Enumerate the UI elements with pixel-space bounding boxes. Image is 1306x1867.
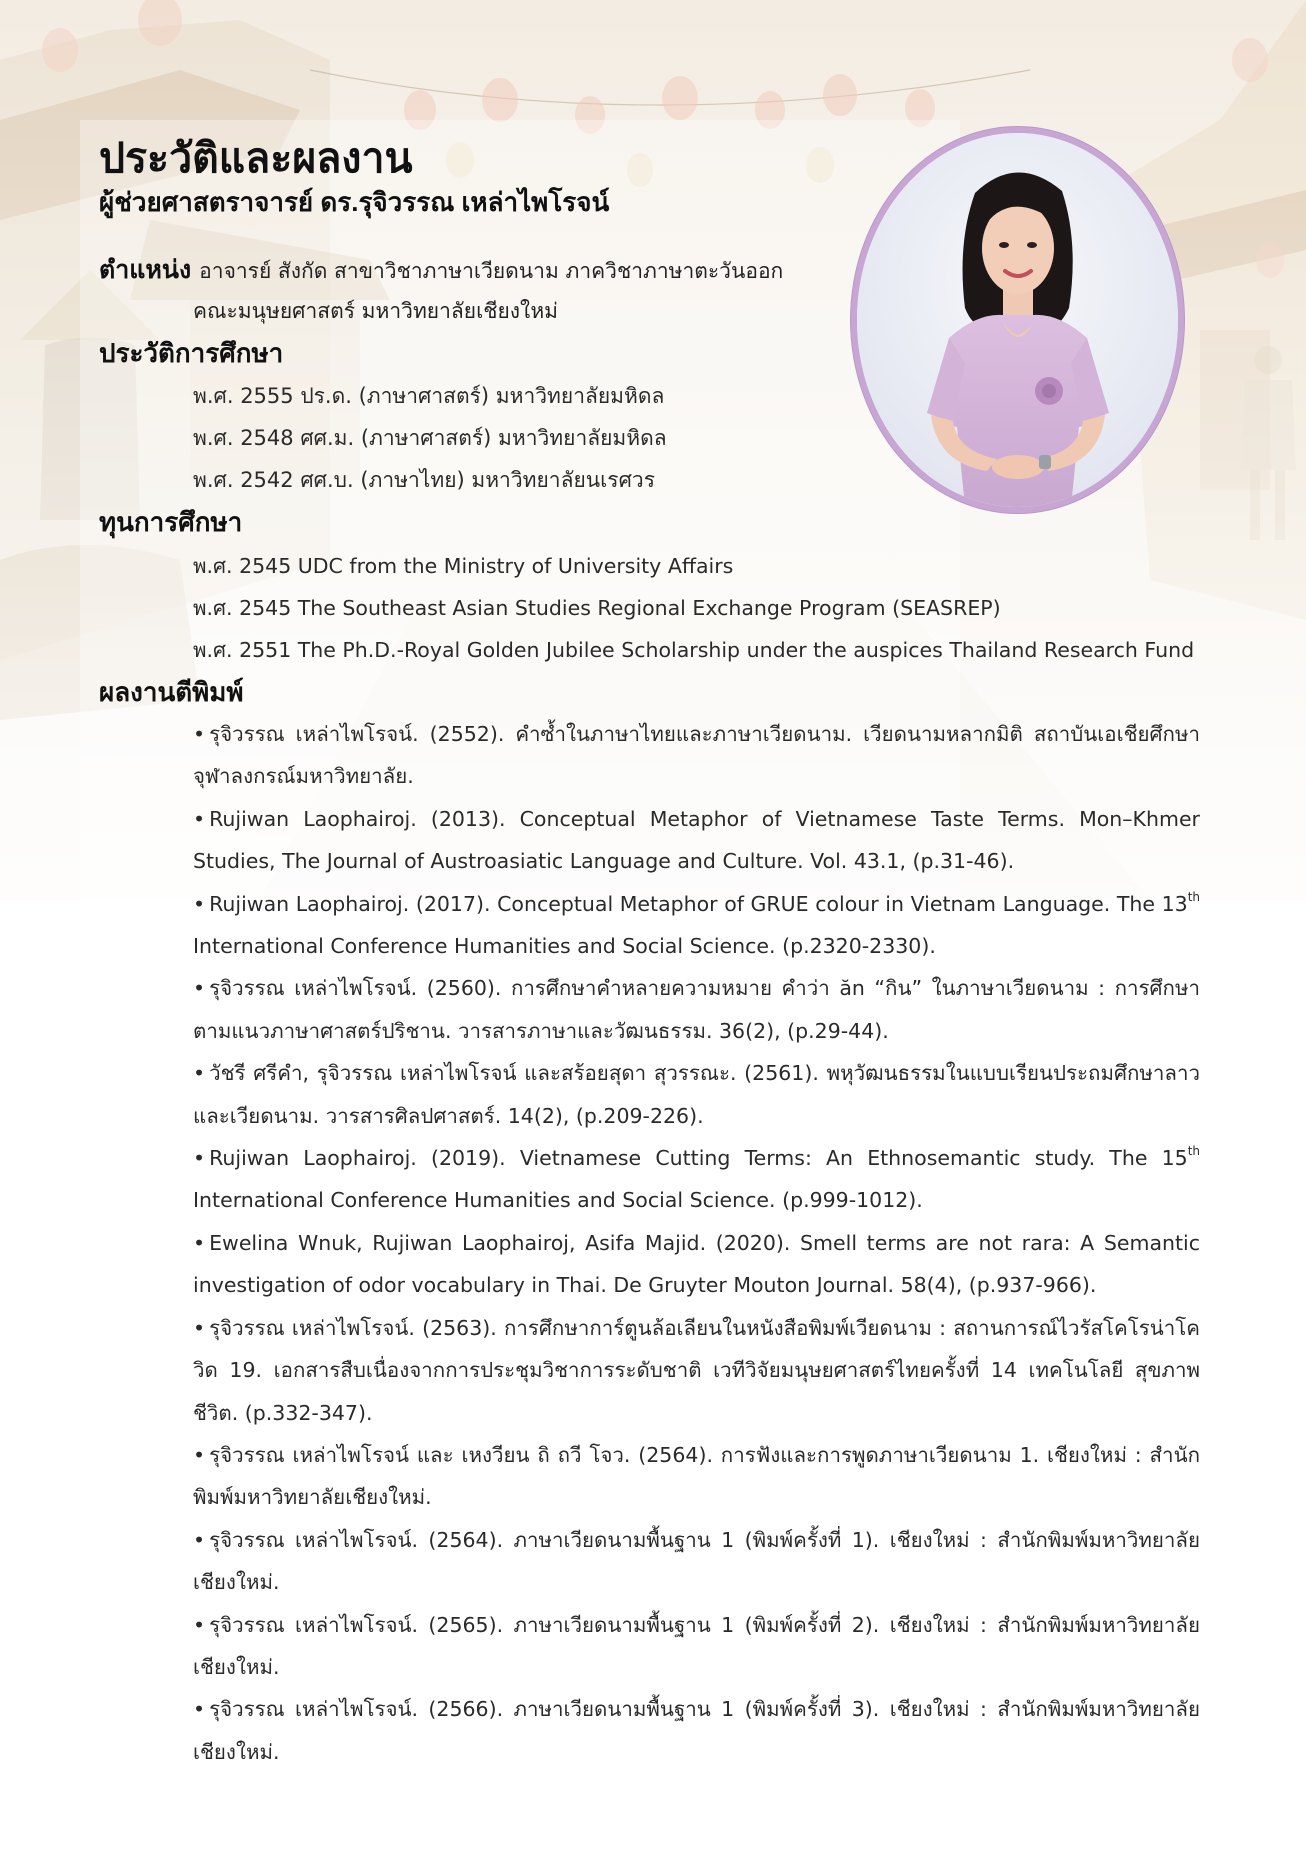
scholarship-item: พ.ศ. 2551 The Ph.D.-Royal Golden Jubilee Scholarship under the auspices Thailand Research Fund: [193, 638, 1195, 662]
publication-text-cont: International Conference Humanities and Social Science. (p.999-1012).: [193, 1188, 923, 1213]
publication-text-cont: International Conference Humanities and Social Science. (p.2320-2330).: [193, 934, 936, 959]
bullet: •: [193, 1315, 206, 1340]
bullet: •: [193, 1230, 206, 1255]
bullet: •: [193, 1612, 206, 1637]
publication-text: รุจิวรรณ เหล่าไพโรจน์. (2563). การศึกษาการ์ตูนล้อเลียนในหนังสือพิมพ์เวียดนาม : สถานการณ์ไวรัสโคโรน่าโควิด 19. เอกสารสืบเนื่องจากการประชุมวิชาการระดับชาติ เวทีวิจัยมนุษยศาสตร์ไทยครั้งที่ 14 เทคโนโลยี สุขภาพ ชีวิต. (p.332-347).: [193, 1315, 1200, 1425]
publication-item: [193, 1604, 1200, 1689]
ordinal-suffix: th: [1187, 889, 1200, 904]
publication-item: [193, 883, 1200, 968]
publication-item: [193, 967, 1200, 1052]
education-item: พ.ศ. 2555 ปร.ด. (ภาษาศาสตร์) มหาวิทยาลัยมหิดล: [193, 384, 665, 408]
bullet: •: [193, 1146, 206, 1171]
publications-list: [193, 713, 1200, 1773]
bullet: •: [193, 1527, 206, 1552]
publication-item: [193, 713, 1200, 798]
publication-item: [193, 1519, 1200, 1604]
bullet: •: [193, 722, 206, 746]
publication-item: [193, 1688, 1200, 1773]
ordinal-suffix: th: [1187, 1144, 1200, 1159]
bullet: •: [193, 976, 206, 1001]
publication-text: รุจิวรรณ เหล่าไพโรจน์. (2564). ภาษาเวียดนามพื้นฐาน 1 (พิมพ์ครั้งที่ 1). เชียงใหม่ : สำนักพิมพ์มหาวิทยาลัยเชียงใหม่.: [193, 1527, 1200, 1595]
education-heading: ประวัติการศึกษา: [99, 338, 284, 368]
bullet: •: [193, 1442, 206, 1467]
scholarship-item: พ.ศ. 2545 The Southeast Asian Studies Regional Exchange Program (SEASREP): [193, 596, 1001, 620]
publication-text: รุจิวรรณ เหล่าไพโรจน์. (2552). คำซ้ำในภาษาไทยและภาษาเวียดนาม. เวียดนามหลากมิติ สถาบันเอเชียศึกษา จุฬาลงกรณ์มหาวิทยาลัย.: [193, 722, 1200, 789]
publication-item: [193, 1137, 1200, 1222]
publication-item: [193, 1052, 1200, 1137]
bullet: •: [193, 1697, 206, 1722]
bullet: •: [193, 1061, 206, 1086]
education-item: พ.ศ. 2542 ศศ.บ. (ภาษาไทย) มหาวิทยาลัยนเรศวร: [193, 468, 655, 492]
publication-text: วัชรี ศรีคำ, รุจิวรรณ เหล่าไพโรจน์ และสร้อยสุดา สุวรรณะ. (2561). พหุวัฒนธรรมในแบบเรียนประถมศึกษาลาวและเวียดนาม. วารสารศิลปศาสตร์. 14(2), (p.209-226).: [193, 1061, 1200, 1128]
publication-text: รุจิวรรณ เหล่าไพโรจน์. (2565). ภาษาเวียดนามพื้นฐาน 1 (พิมพ์ครั้งที่ 2). เชียงใหม่ : สำนักพิมพ์มหาวิทยาลัยเชียงใหม่.: [193, 1612, 1200, 1679]
position-label: ตำแหน่ง: [99, 256, 192, 284]
publication-text: Ewelina Wnuk, Rujiwan Laophairoj, Asifa Majid. (2020). Smell terms are not rara: A Semantic investigation of odor vocabulary in Thai. De Gruyter Mouton Journal. 58(4), (p.937-966).: [193, 1230, 1200, 1298]
profile-photo: [857, 133, 1178, 507]
publication-text: Rujiwan Laophairoj. (2019). Vietnamese Cutting Terms: An Ethnosemantic study. The 15: [209, 1146, 1188, 1171]
publication-text: รุจิวรรณ เหล่าไพโรจน์. (2560). การศึกษาคำหลายความหมาย คำว่า ăn “กิน” ในภาษาเวียดนาม : การศึกษาตามแนวภาษาศาสตร์ปริชาน. วารสารภาษาและวัฒนธรรม. 36(2), (p.29-44).: [193, 976, 1200, 1043]
person-name: ผู้ช่วยศาสตราจารย์ ดร.รุจิวรรณ เหล่าไพโรจน์: [99, 187, 610, 217]
publication-text: Rujiwan Laophairoj. (2013). Conceptual Metaphor of Vietnamese Taste Terms. Mon–Khmer Studies, The Journal of Austroasiatic Language and Culture. Vol. 43.1, (p.31-46).: [193, 806, 1200, 874]
publication-text: Rujiwan Laophairoj. (2017). Conceptual Metaphor of GRUE colour in Vietnam Language. The 13: [209, 891, 1188, 916]
bullet: •: [193, 891, 206, 916]
position-section: [99, 250, 819, 331]
profile-photo-frame: [851, 127, 1184, 513]
position-line-1: อาจารย์ สังกัด สาขาวิชาภาษาเวียดนาม ภาควิชาภาษาตะวันออก: [199, 259, 784, 283]
bullet: •: [193, 806, 206, 831]
publication-text: รุจิวรรณ เหล่าไพโรจน์ และ เหงวียน ถิ ถวี โจว. (2564). การฟังและการพูดภาษาเวียดนาม 1. เชียงใหม่ : สำนักพิมพ์มหาวิทยาลัยเชียงใหม่.: [193, 1442, 1200, 1510]
position-line-2: คณะมนุษยศาสตร์ มหาวิทยาลัยเชียงใหม่: [193, 299, 558, 323]
scholarship-heading: ทุนการศึกษา: [99, 507, 243, 537]
publication-item: [193, 1307, 1200, 1434]
scholarship-item: พ.ศ. 2545 UDC from the Ministry of University Affairs: [193, 554, 734, 578]
publication-item: [193, 798, 1200, 883]
publication-item: [193, 1222, 1200, 1307]
education-item: พ.ศ. 2548 ศศ.ม. (ภาษาศาสตร์) มหาวิทยาลัยมหิดล: [193, 426, 667, 450]
publication-item: [193, 1434, 1200, 1519]
portrait-illustration: [857, 133, 1178, 507]
page-title: ประวัติและผลงาน: [99, 135, 413, 181]
scholarship-list: [193, 545, 1195, 671]
publications-heading: ผลงานตีพิมพ์: [99, 677, 244, 707]
publication-text: รุจิวรรณ เหล่าไพโรจน์. (2566). ภาษาเวียดนามพื้นฐาน 1 (พิมพ์ครั้งที่ 3). เชียงใหม่ : สำนักพิมพ์มหาวิทยาลัยเชียงใหม่.: [193, 1697, 1200, 1764]
